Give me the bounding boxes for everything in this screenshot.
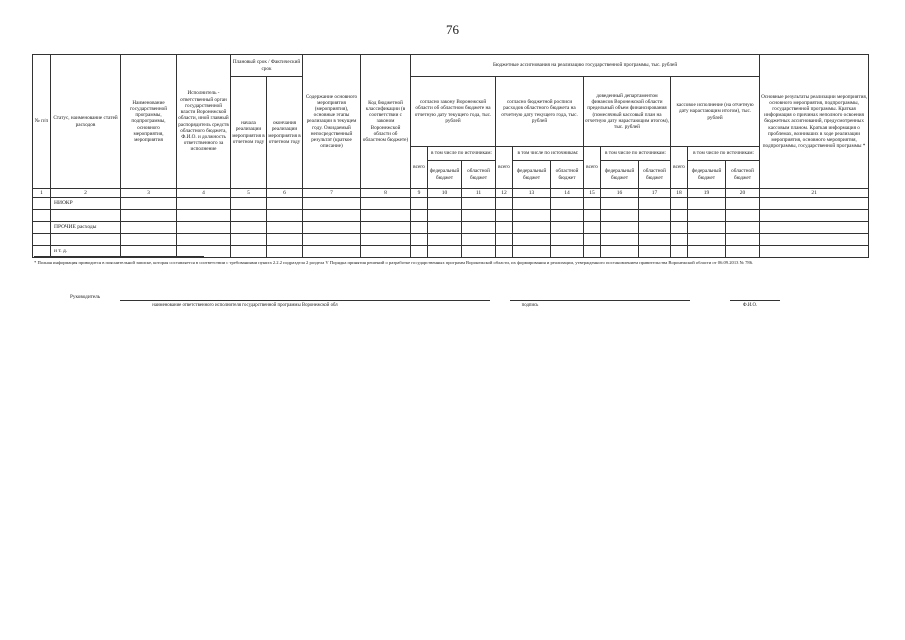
header-budget-group: Бюджетные ассигнования на реализацию государственной программы, тыс. рублей	[411, 55, 760, 77]
signature-sign-line	[510, 300, 690, 301]
header-program: Наименование государственной программы, подпрограммы, основного мероприятия, мероприятия	[121, 55, 177, 189]
row-label: ПРОЧИЕ расходы	[51, 222, 121, 234]
signature-sign-caption: подпись	[521, 303, 539, 308]
signature-title: Руководитель	[70, 294, 101, 300]
column-number: 1	[33, 189, 51, 198]
header-regional: областной бюджет	[726, 161, 760, 189]
table-row	[33, 222, 869, 234]
column-number: 4	[177, 189, 231, 198]
header-regional: областной бюджет	[639, 161, 671, 189]
column-number: 21	[760, 189, 869, 198]
header-period-group: Плановый срок / Фактический срок	[231, 55, 303, 77]
table-row	[33, 198, 869, 210]
header-start: начала реализации мероприятия в отчетном году	[231, 77, 267, 189]
header-content: Содержание основного мероприятия (мероприятия), основные этапы реализации в текущем году. Ожидаемый непосредственный результат (краткое описание)	[303, 55, 361, 189]
header-status: Статус, наименование статей расходов	[51, 55, 121, 189]
header-end: окончания реализации мероприятия в отчетном году	[267, 77, 303, 189]
footnote-divider	[34, 256, 204, 257]
header-federal: федеральный бюджет	[513, 161, 551, 189]
column-number: 10	[428, 189, 462, 198]
column-number: 14	[551, 189, 584, 198]
header-budget-code: Код бюджетной классификации (в соответствии с законом Воронежской области об областном бюджете)	[361, 55, 411, 189]
footnote: * Полная информация приводится в пояснительной записке, которая составляется в соответствии с требованиями пункта 2.2.2 подраздела 2 раздела V Порядка принятия решений о разработке государственных программ Воронежской области, их формирования и реализации, утвержденного постановлением правительства Воронежской области от 06.09.2013 № 786.	[34, 260, 754, 265]
column-number: 16	[601, 189, 639, 198]
column-number-row	[33, 189, 869, 198]
column-number: 9	[411, 189, 428, 198]
header-total: всего	[671, 147, 688, 189]
header-total: всего	[584, 147, 601, 189]
header-total: всего	[411, 147, 428, 189]
header-budget-schedule: согласно бюджетной росписи расходов областного бюджета на отчетную дату текущего года, тыс. рублей	[496, 77, 584, 147]
header-regional: областной бюджет	[551, 161, 584, 189]
column-number: 18	[671, 189, 688, 198]
header-federal: федеральный бюджет	[601, 161, 639, 189]
signature-name-line	[730, 300, 780, 301]
column-number: 20	[726, 189, 760, 198]
column-number: 13	[513, 189, 551, 198]
column-number: 6	[267, 189, 303, 198]
row-label: НИОКР	[51, 198, 121, 210]
row-label: и т. д.	[51, 246, 121, 258]
signature-name-caption: Ф.И.О.	[742, 303, 758, 308]
column-number: 5	[231, 189, 267, 198]
header-sources: в том числе по источникам:	[428, 147, 496, 161]
header-budget-cash: кассовое исполнение (на отчетную дату нарастающим итогом), тыс. рублей	[671, 77, 760, 147]
header-executor: Исполнитель - ответственный орган государственной власти Воронежской области, иной главный распорядитель средств областного бюджета, Ф.И.О. и должность ответственного за исполнение	[177, 55, 231, 189]
header-regional: областной бюджет	[462, 161, 496, 189]
header-num: № п/п	[33, 55, 51, 189]
table-row	[33, 234, 869, 246]
table-row	[33, 210, 869, 222]
column-number: 12	[496, 189, 513, 198]
report-table	[32, 54, 869, 258]
header-budget-limit: доведенный департаментом финансов Воронежской области предельный объем финансирования (помесячный кассовый план на отчетную дату нарастающим итогом), тыс. рублей	[584, 77, 671, 147]
column-number: 8	[361, 189, 411, 198]
column-number: 17	[639, 189, 671, 198]
column-number: 3	[121, 189, 177, 198]
column-number: 2	[51, 189, 121, 198]
column-number: 15	[584, 189, 601, 198]
header-total: всего	[496, 147, 513, 189]
header-sources: в том числе по источникам:	[688, 147, 760, 161]
column-number: 19	[688, 189, 726, 198]
header-results: Основные результаты реализации мероприятия, основного мероприятия, подпрограммы, государственной программы. Краткая информация о причинах неполного освоения бюджетных ассигнований, предусмотренных кассовым планом. Краткая информация о проблемах, возникших в ходе реализации мероприятия, основного мероприятия, подпрограммы, государственной программы *	[760, 55, 869, 189]
header-sources: в том числе по источникам:	[601, 147, 671, 161]
header-budget-law: согласно закону Воронежской области об областном бюджете на отчетную дату текущего года, тыс. рублей	[411, 77, 496, 147]
page-number: 76	[446, 22, 459, 37]
header-federal: федеральный бюджет	[688, 161, 726, 189]
column-number: 7	[303, 189, 361, 198]
column-number: 11	[462, 189, 496, 198]
signature-org-line	[120, 300, 490, 301]
header-sources: в том числе по источникам:	[513, 147, 584, 161]
header-federal: федеральный бюджет	[428, 161, 462, 189]
signature-org-caption: наименование ответственного исполнителя государственной программы Воронежской обл	[152, 303, 338, 308]
